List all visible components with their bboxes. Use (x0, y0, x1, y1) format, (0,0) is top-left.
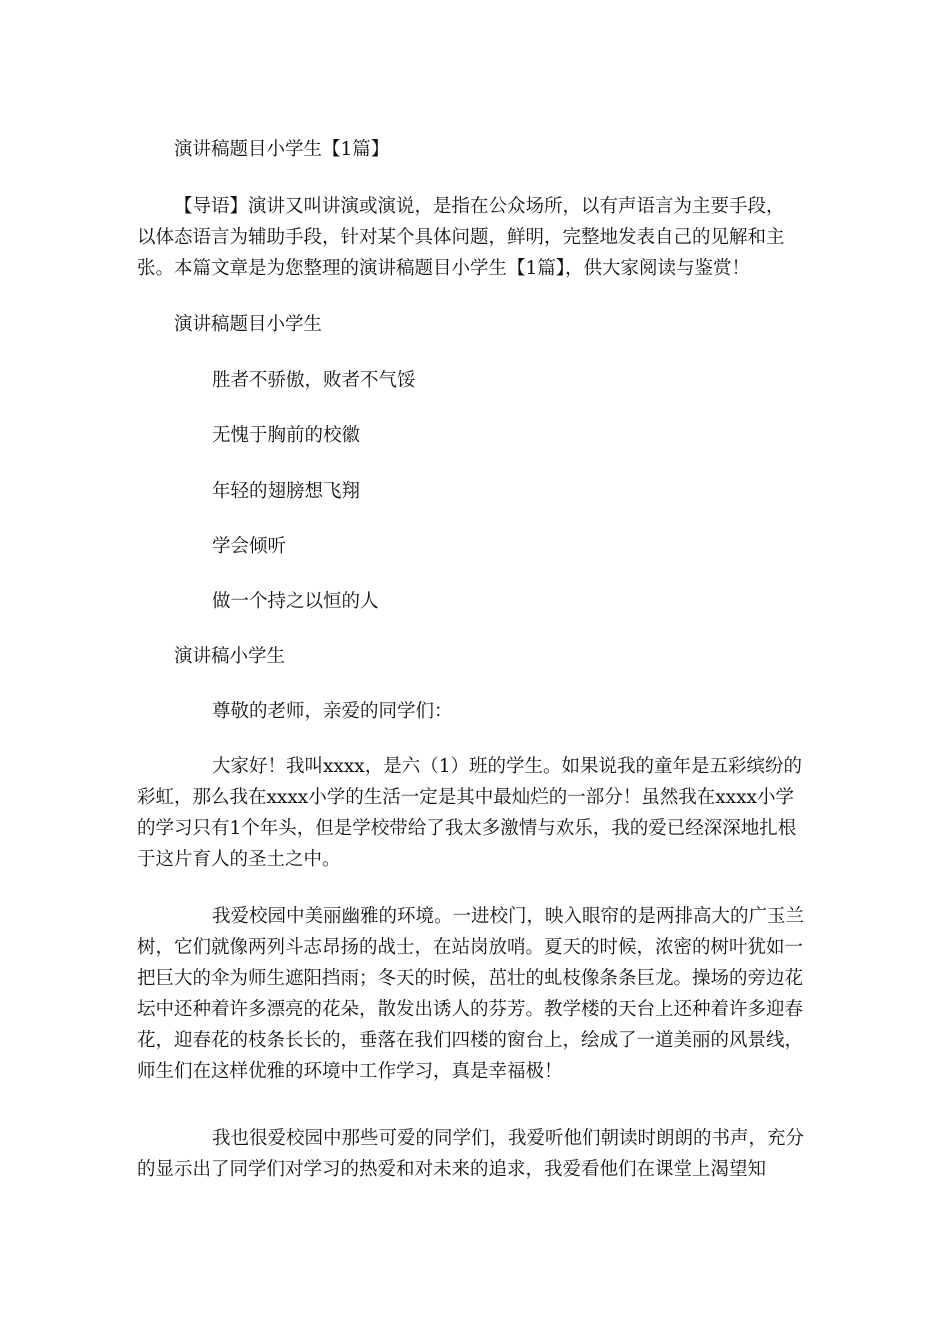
section-heading-speech: 演讲稿小学生 (174, 646, 286, 667)
section-heading-titles: 演讲稿题目小学生 (174, 314, 323, 335)
speech-title-3: 年轻的翅膀想飞翔 (212, 481, 361, 502)
speech-title-4: 学会倾听 (212, 536, 287, 557)
speech-paragraph-3: 我也很爱校园中那些可爱的同学们，我爱听他们朝读时朗朗的书声，充分的显示出了同学们对学习的热爱和对未来的追求，我爱看他们在课堂上渴望知 (137, 1128, 805, 1180)
document-title: 演讲稿题目小学生【1篇】 (174, 139, 390, 160)
speech-paragraph-2: 我爱校园中美丽幽雅的环境。一进校门，映入眼帘的是两排高大的广玉兰树，它们就像两列斗志昂扬的战士，在站岗放哨。夏天的时候，浓密的树叶犹如一把巨大的伞为师生遮阳挡雨；冬天的时候，茁壮的虬枝像条条巨龙。操场的旁边花坛中还种着许多漂亮的花朵，散发出诱人的芬芳。教学楼的天台上还种着许多迎春花，迎春花的枝条长长的，垂落在我们四楼的窗台上，绘成了一道美丽的风景线，师生们在这样优雅的环境中工作学习，真是幸福极！ (137, 906, 805, 1082)
speech-title-5: 做一个持之以恒的人 (212, 591, 379, 612)
intro-first-line: 【导语】演讲又叫讲演或演说，是指在公众场所，以有声语言为主要手段， (174, 196, 785, 217)
intro-continuation: 以体态语言为辅助手段，针对某个具体问题，鲜明，完整地发表自己的见解和主张。本篇文章是为您整理的演讲稿题目小学生【1篇】，供大家阅读与鉴赏！ (137, 227, 785, 279)
speech-paragraph-1: 大家好！我叫xxxx，是六（1）班的学生。如果说我的童年是五彩缤纷的彩虹，那么我在xxxx小学的生活一定是其中最灿烂的一部分！虽然我在xxxx小学的学习只有1个年头，但是学校带给了我太多激情与欢乐，我的爱已经深深地扎根于这片育人的圣土之中。 (137, 756, 803, 870)
speech-title-2: 无愧于胸前的校徽 (212, 425, 361, 446)
speech-title-1: 胜者不骄傲，败者不气馁 (212, 370, 416, 391)
speech-greeting: 尊敬的老师，亲爱的同学们： (212, 701, 453, 722)
